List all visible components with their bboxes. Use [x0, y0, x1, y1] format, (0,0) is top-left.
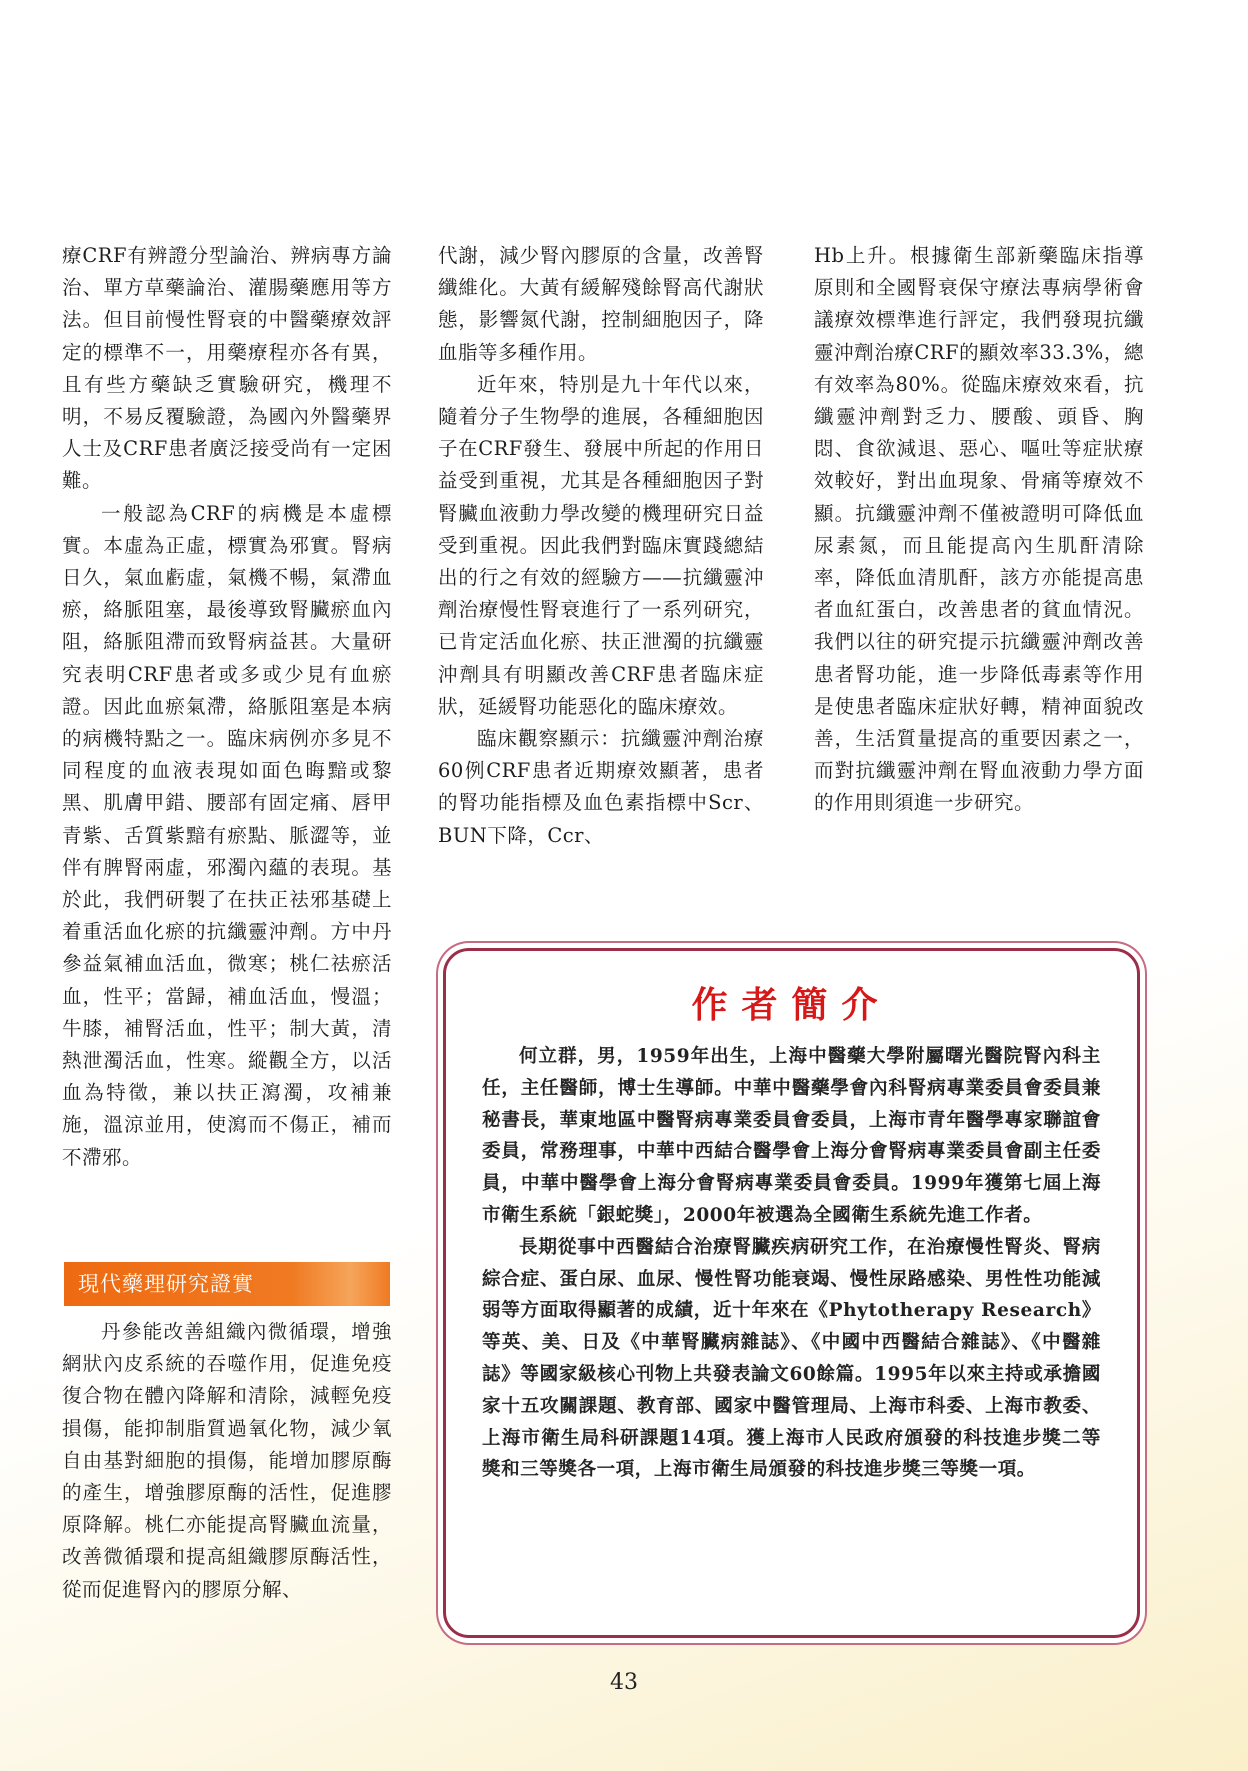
text-column-left — [62, 240, 392, 1174]
section-heading: 現代藥理研究證實 — [64, 1262, 390, 1306]
paragraph: 近年來，特別是九十年代以來，隨着分子生物學的進展，各種細胞因子在CRF發生、發展中所起的作用日益受到重視，尤其是各種細胞因子對腎臟血液動力學改變的機理研究日益受到重視。因此我們對臨床實踐總結出的行之有效的經驗方——抗纖靈沖劑治療慢性腎衰進行了一系列研究，已肯定活血化瘀、扶正泄濁的抗纖靈沖劑具有明顯改善CRF患者臨床症狀，延緩腎功能惡化的臨床療效。 — [438, 372, 764, 718]
author-bio-body — [482, 1041, 1101, 1486]
page-number: 43 — [610, 1670, 638, 1695]
paragraph: 臨床觀察顯示：抗纖靈沖劑治療60例CRF患者近期療效顯著，患者的腎功能指標及血色素指標中Scr、BUN下降，Ccr、 — [438, 727, 764, 847]
paragraph: 何立群，男，1959年出生，上海中醫藥大學附屬曙光醫院腎內科主任，主任醫師，博士生導師。中華中醫藥學會內科腎病專業委員會委員兼秘書長，華東地區中醫腎病專業委員會委員，上海市青年醫學專家聯誼會委員，常務理事，中華中西結合醫學會上海分會腎病專業委員會副主任委員，中華中醫學會上海分會腎病專業委員會委員。1999年獲第七屆上海市衛生系統「銀蛇獎」，2000年被選為全國衛生系統先進工作者。 — [482, 1046, 1101, 1226]
paragraph: 一般認為CRF的病機是本虛標實。本虛為正虛，標實為邪實。腎病日久，氣血虧虛，氣機不暢，氣滯血瘀，絡脈阻塞，最後導致腎臟瘀血內阻，絡脈阻滯而致腎病益甚。大量研究表明CRF患者或多或少見有血瘀證。因此血瘀氣滯，絡脈阻塞是本病的病機特點之一。臨床病例亦多見不同程度的血液表現如面色晦黯或黎黑、肌膚甲錯、腰部有固定痛、唇甲青紫、舌質紫黯有瘀點、脈澀等，並伴有脾腎兩虛，邪濁內蘊的表現。基於此，我們研製了在扶正祛邪基礎上着重活血化瘀的抗纖靈沖劑。方中丹參益氣補血活血，微寒；桃仁祛瘀活血，性平；當歸，補血活血，慢溫；牛膝，補腎活血，性平；制大黃，清熱泄濁活血，性寒。縱觀全方，以活血為特徵，兼以扶正瀉濁，攻補兼施，溫涼並用，使瀉而不傷正，補而不滯邪。 — [62, 501, 392, 1169]
text-column-right — [814, 240, 1144, 820]
text-column-middle — [438, 240, 764, 852]
paragraph: 長期從事中西醫結合治療腎臟疾病研究工作，在治療慢性腎炎、腎病綜合症、蛋白尿、血尿、慢性腎功能衰竭、慢性尿路感染、男性性功能減弱等方面取得顯著的成績，近十年來在《Phytotherapy Research》等英、美、日及《中華腎臟病雜誌》、《中國中西醫結合雜誌》、《中醫雜誌》等國家級核心刊物上共發表論文60餘篇。1995年以來主持或承擔國家十五攻關課題、教育部、國家中醫管理局、上海市科委、上海市教委、上海市衛生局科研課題14項。獲上海市人民政府頒發的科技進步獎二等獎和三等獎各一項，上海市衛生局頒發的科技進步獎三等獎一項。 — [482, 1236, 1101, 1481]
author-bio-box — [443, 948, 1140, 1638]
paragraph: 療CRF有辨證分型論治、辨病專方論治、單方草藥論治、灌腸藥應用等方法。但目前慢性腎衰的中醫藥療效評定的標準不一，用藥療程亦各有異，且有些方藥缺乏實驗研究，機理不明，不易反覆驗證，為國內外醫藥界人士及CRF患者廣泛接受尚有一定困難。 — [62, 244, 392, 493]
paragraph: Hb上升。根據衛生部新藥臨床指導原則和全國腎衰保守療法專病學術會議療效標準進行評定，我們發現抗纖靈沖劑治療CRF的顯效率33.3%，總有效率為80%。從臨床療效來看，抗纖靈沖劑對乏力、腰酸、頭昏、胸悶、食欲減退、惡心、嘔吐等症狀療效較好，對出血現象、骨痛等療效不顯。抗纖靈沖劑不僅被證明可降低血尿素氮，而且能提高內生肌酐清除率，降低血清肌酐，該方亦能提高患者血紅蛋白，改善患者的貧血情況。我們以往的研究提示抗纖靈沖劑改善患者腎功能，進一步降低毒素等作用是使患者臨床症狀好轉，精神面貌改善，生活質量提高的重要因素之一，而對抗纖靈沖劑在腎血液動力學方面的作用則須進一步研究。 — [814, 244, 1144, 815]
text-column-left-lower — [62, 1316, 392, 1606]
paragraph: 丹參能改善組織內微循環，增強網狀內皮系統的吞噬作用，促進免疫復合物在體內降解和清除，減輕免疫損傷，能抑制脂質過氧化物，減少氧自由基對細胞的損傷，能增加膠原酶的產生，增強膠原酶的活性，促進膠原降解。桃仁亦能提高腎臟血流量，改善微循環和提高組織膠原酶活性，從而促進腎內的膠原分解、 — [62, 1320, 392, 1601]
paragraph: 代謝，減少腎內膠原的含量，改善腎纖維化。大黃有緩解殘餘腎高代謝狀態，影響氮代謝，控制細胞因子，降血脂等多種作用。 — [438, 244, 764, 364]
author-bio-title: 作者簡介 — [691, 984, 892, 1026]
